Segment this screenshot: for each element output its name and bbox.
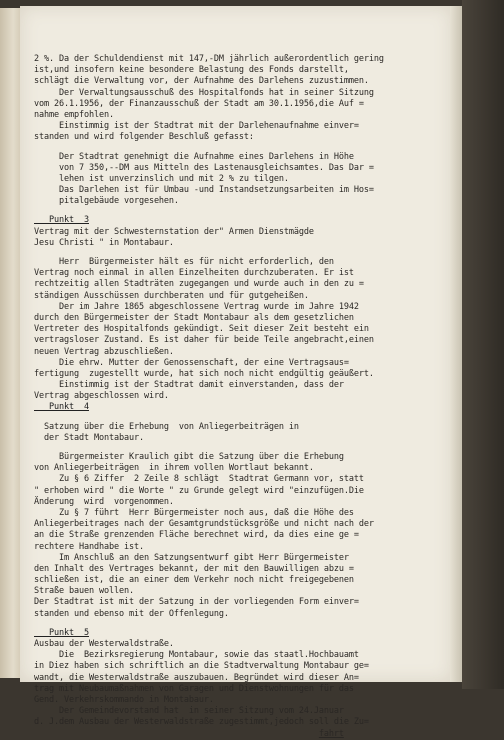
text-line: Vertrag mit der Schwesternstation der" Armen Dienstmägde	[34, 226, 314, 237]
binder-shadow	[462, 0, 504, 689]
blank-line	[34, 444, 444, 452]
text-line: Einstimmig ist der Stadtrat mit der Darlehenaufnahme einver=	[34, 121, 359, 132]
text-line: pitalgebäude vorgesehen.	[34, 196, 179, 207]
blank-line	[34, 144, 444, 152]
document-page	[20, 6, 452, 739]
text-line: Satzung über die Erhebung von Anliegerbeiträgen in	[34, 421, 299, 432]
text-line: durch den Bürgermeister der Stadt Montabaur als dem gesetzlichen	[34, 312, 354, 323]
text-line: Der Gemeindevorstand hat in seiner Sitzung vom 24.Januar	[34, 706, 344, 717]
blank-line	[34, 207, 444, 215]
text-line: Anliegerbeitrages nach der Gesamtgrundstücksgröße und nicht nach der	[34, 519, 374, 530]
text-line: den Inhalt des Vertrages bekannt, der mit den Bauwilligen abzu =	[34, 563, 354, 574]
text-line: rechtzeitig allen Stadträten zugegangen und wurde auch in den zu =	[34, 279, 364, 290]
section-heading: Punkt 5	[34, 627, 89, 638]
indent	[34, 729, 319, 739]
text-line: standen und wird folgender Beschluß gefasst:	[34, 132, 254, 143]
text-line: Der im Jahre 1865 abgeschlossene Vertrag wurde im Jahre 1942	[34, 301, 359, 312]
text-line: Herr Bürgermeister hält es für nicht erforderlich, den	[34, 257, 334, 267]
text-line: 2 %. Da der Schuldendienst mit 147,-DM jährlich außerordentlich gering	[34, 54, 384, 64]
text-line: Die Bezirksregierung Montabaur, sowie das staatl.Hochbauamt	[34, 650, 359, 661]
text-line: vertragsloser Zustand. Es ist daher für beide Teile angebracht,einen	[34, 335, 374, 346]
text-line: d. J.dem Ausbau der Westerwaldstraße zugestimmt,jedoch soll die Zu=	[34, 717, 369, 728]
text-line: der Stadt Montabaur.	[34, 432, 144, 443]
text-line: Vertrag abgeschlossen wird.	[34, 391, 169, 402]
text-line: Gend. Verkehrskommando in Montabaur.	[34, 694, 214, 705]
text-line: Bürgermeister Kraulich gibt die Satzung über die Erhebung	[34, 452, 344, 462]
blank-line	[34, 249, 444, 257]
text-line: schließen ist, die an einer dem Verkehr noch nicht freigegebenen	[34, 575, 354, 586]
text-line: " erhoben wird " die Worte " zu Grunde gelegt wird "einzufügen.Die	[34, 485, 364, 496]
text-line: ständigen Ausschüssen durchberaten und für gutgeheißen.	[34, 290, 309, 301]
text-line: vom 26.1.1956, der Finanzausschuß der Stadt am 30.1.1956,die Auf =	[34, 98, 364, 109]
text-line: Vertrag noch einmal in allen Einzelheiten durchzuberaten. Er ist	[34, 268, 354, 279]
continuation-line	[34, 729, 444, 740]
text-line: Zu § 6 Ziffer 2 Zeile 8 schlägt Stadtrat Germann vor, statt	[34, 474, 364, 485]
text-line: wandt, die Westerwaldstraße auszubauen. Begründet wird dieser An=	[34, 672, 359, 683]
text-line: lehen ist unverzinslich und mit 2 % zu tilgen.	[34, 173, 289, 184]
text-line: Jesu Christi " in Montabaur.	[34, 237, 174, 248]
page-stack-edge	[450, 6, 462, 682]
text-line: ist,und insofern keine besondere Belastung des Fonds darstellt,	[34, 65, 349, 76]
text-line: Vertreter des Hospitalfonds gekündigt. Seit dieser Zeit besteht ein	[34, 324, 369, 335]
blank-line	[34, 620, 444, 628]
document-text	[34, 54, 444, 740]
text-line: von Anliegerbeiträgen in ihrem vollen Wortlaut bekannt.	[34, 463, 314, 474]
text-line: Der Verwaltungsausschuß des Hospitalfonds hat in seiner Sitzung	[34, 87, 374, 98]
text-line: standen und ebenso mit der Offenlegung.	[34, 608, 229, 619]
text-line: trag mit Neubaumaßnahmen von Garagen und Dienstwohnungen für das	[34, 683, 354, 694]
text-line: Im Anschluß an den Satzungsentwurf gibt Herr Bürgermeister	[34, 552, 349, 563]
text-line: an die Straße grenzenden Fläche berechnet wird, da dies eine ge =	[34, 530, 359, 541]
text-line: nahme empfohlen.	[34, 109, 114, 120]
blank-line	[34, 414, 444, 422]
section-heading: Punkt 4	[34, 402, 89, 413]
text-line: Der Stadtrat ist mit der Satzung in der vorliegenden Form einver=	[34, 597, 359, 608]
text-line: rechtere Handhabe ist.	[34, 541, 144, 552]
text-line: Einstimmig ist der Stadtrat damit einverstanden, dass der	[34, 380, 344, 391]
text-line: Straße bauen wollen.	[34, 586, 134, 597]
text-line: fertigung zugestellt wurde, hat sich noch nicht endgültig geäußert.	[34, 368, 374, 379]
text-line: Die ehrw. Mutter der Genossenschaft, der eine Vertragsaus=	[34, 357, 349, 368]
continuation-word: fahrt	[318, 728, 344, 739]
text-line: in Diez haben sich schriftlich an die Stadtverwaltung Montabaur ge=	[34, 661, 369, 672]
text-line: neuen Vertrag abzuschließen.	[34, 346, 174, 357]
section-heading: Punkt 3	[34, 215, 89, 226]
text-line: Änderung wird vorgenommen.	[34, 496, 174, 507]
text-line: Ausbau der Westerwaldstraße.	[34, 639, 174, 649]
text-line: von 7 350,--DM aus Mitteln des Lastenausgleichsamtes. Das Dar =	[34, 162, 374, 173]
text-line: schlägt die Verwaltung vor, der Aufnahme des Darlehens zuzustimmen.	[34, 76, 369, 87]
text-line: Der Stadtrat genehmigt die Aufnahme eines Darlehens in Höhe	[34, 151, 354, 162]
text-line: Das Darlehen ist für Umbau -und Instandsetzungsarbeiten im Hos=	[34, 185, 374, 196]
text-line: Zu § 7 führt Herr Bürgermeister noch aus, daß die Höhe des	[34, 507, 354, 518]
